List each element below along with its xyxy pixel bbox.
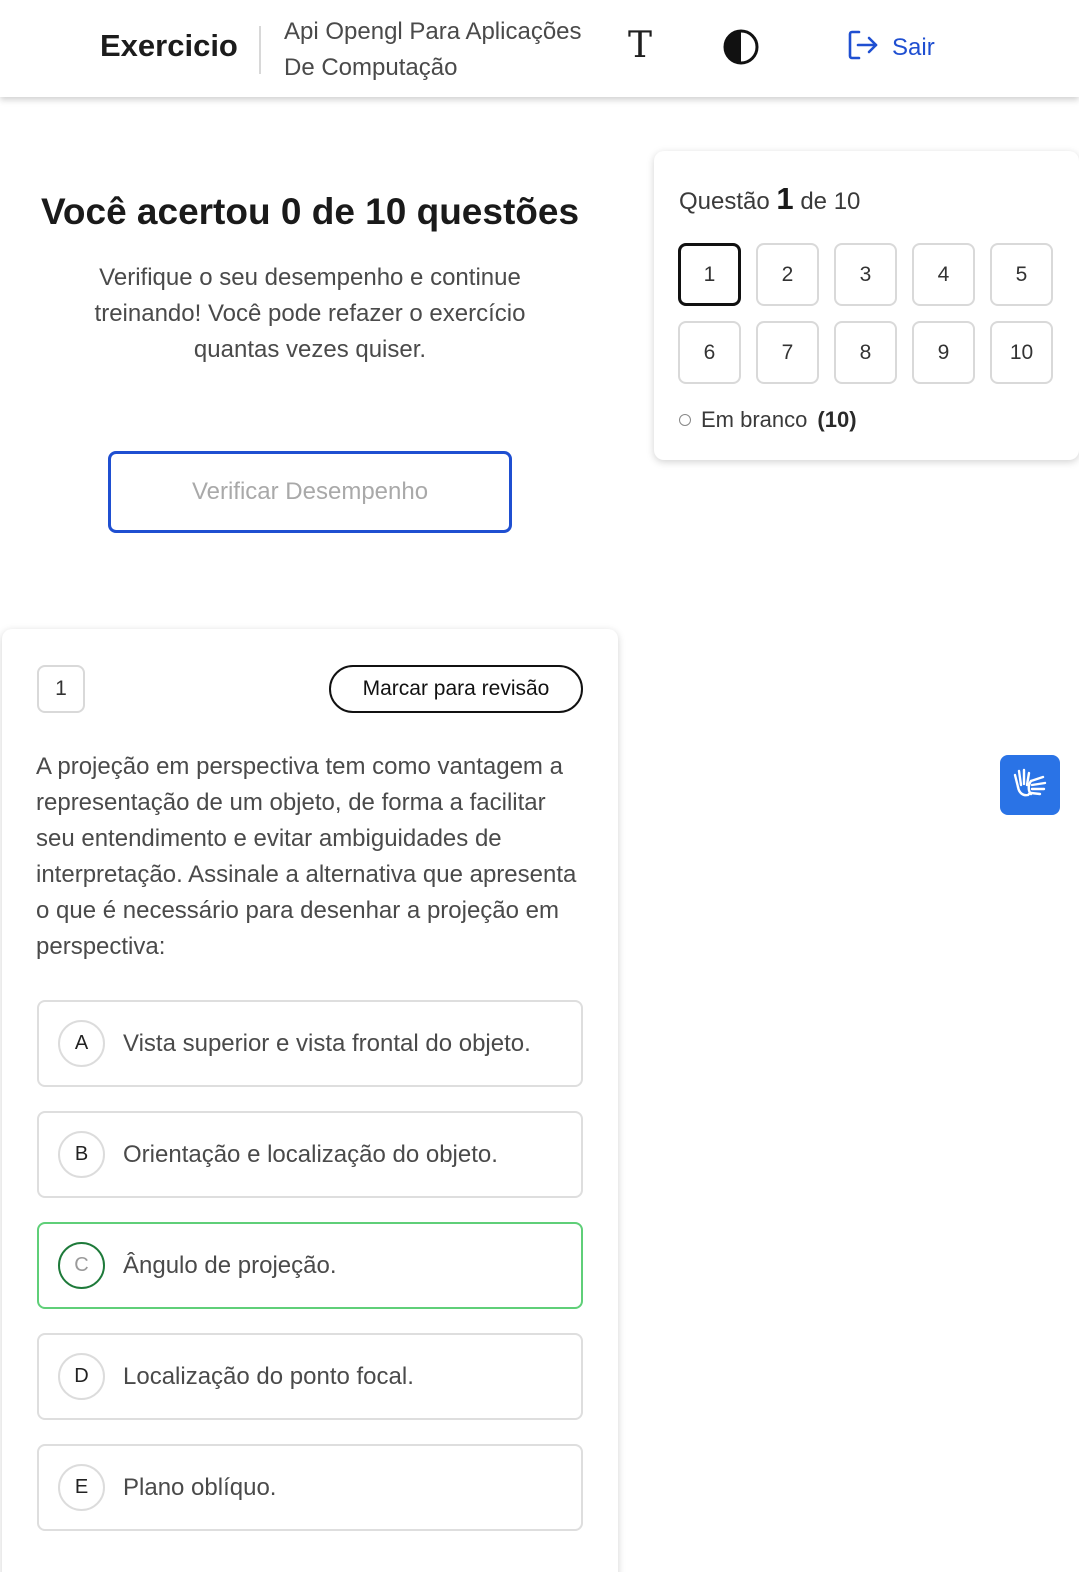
logout-icon	[846, 28, 880, 69]
question-card	[2, 629, 618, 1572]
option-c[interactable]	[37, 1222, 583, 1309]
brand-title: Exercicio	[100, 28, 238, 63]
result-title: Você acertou 0 de 10 questões	[40, 191, 580, 232]
question-button[interactable]: 7	[756, 321, 819, 384]
option-text: Ângulo de projeção.	[123, 1251, 337, 1279]
question-grid	[678, 243, 1053, 384]
option-a[interactable]	[37, 1000, 583, 1087]
sign-language-button[interactable]	[1000, 755, 1060, 815]
option-letter: C	[58, 1242, 105, 1289]
navigator-suffix: de 10	[800, 188, 861, 215]
question-button[interactable]: 1	[678, 243, 741, 306]
result-description: Verifique o seu desempenho e continue treinando! Você pode refazer o exercício quantas vezes quiser.	[94, 264, 526, 363]
question-number: 1	[37, 665, 85, 713]
header-divider	[259, 26, 261, 74]
navigator-current: 1	[776, 181, 794, 216]
sign-language-icon	[1010, 763, 1050, 808]
blank-legend	[679, 407, 857, 433]
option-text: Vista superior e vista frontal do objeto.	[123, 1029, 531, 1057]
option-text: Plano oblíquo.	[123, 1473, 277, 1501]
option-letter: E	[58, 1464, 105, 1511]
question-navigator	[654, 151, 1079, 460]
option-d[interactable]	[37, 1333, 583, 1420]
top-header	[0, 0, 1079, 97]
question-button[interactable]: 4	[912, 243, 975, 306]
question-text: A projeção em perspectiva tem como vantagem a representação de um objeto, de forma a facilitar seu entendimento e evitar ambiguidades de interpretação. Assinale a alternativa que apresenta o que é necessário para desenhar a projeção em perspectiva:	[36, 753, 577, 960]
result-section	[40, 190, 580, 368]
verify-performance-button[interactable]: Verificar Desempenho	[108, 451, 512, 533]
option-text: Localização do ponto focal.	[123, 1362, 414, 1390]
navigator-title	[679, 181, 860, 217]
question-button[interactable]: 2	[756, 243, 819, 306]
question-button[interactable]: 10	[990, 321, 1053, 384]
question-button[interactable]: 6	[678, 321, 741, 384]
option-letter: B	[58, 1131, 105, 1178]
option-letter: D	[58, 1353, 105, 1400]
question-button[interactable]: 9	[912, 321, 975, 384]
question-button[interactable]: 8	[834, 321, 897, 384]
option-text: Orientação e localização do objeto.	[123, 1140, 498, 1168]
question-button[interactable]: 5	[990, 243, 1053, 306]
mark-for-review-button[interactable]: Marcar para revisão	[329, 665, 583, 713]
option-e[interactable]	[37, 1444, 583, 1531]
contrast-icon[interactable]	[722, 28, 760, 66]
blank-label: Em branco	[701, 407, 808, 432]
navigator-prefix: Questão	[679, 188, 770, 215]
course-title: Api Opengl Para Aplicações De Computação	[284, 18, 582, 81]
option-letter: A	[58, 1020, 105, 1067]
question-button[interactable]: 3	[834, 243, 897, 306]
exit-button[interactable]	[846, 30, 935, 66]
blank-circle-icon	[679, 414, 691, 426]
option-b[interactable]	[37, 1111, 583, 1198]
text-size-icon[interactable]: T	[627, 25, 652, 66]
blank-count: (10)	[817, 407, 857, 432]
exit-label: Sair	[892, 34, 935, 61]
